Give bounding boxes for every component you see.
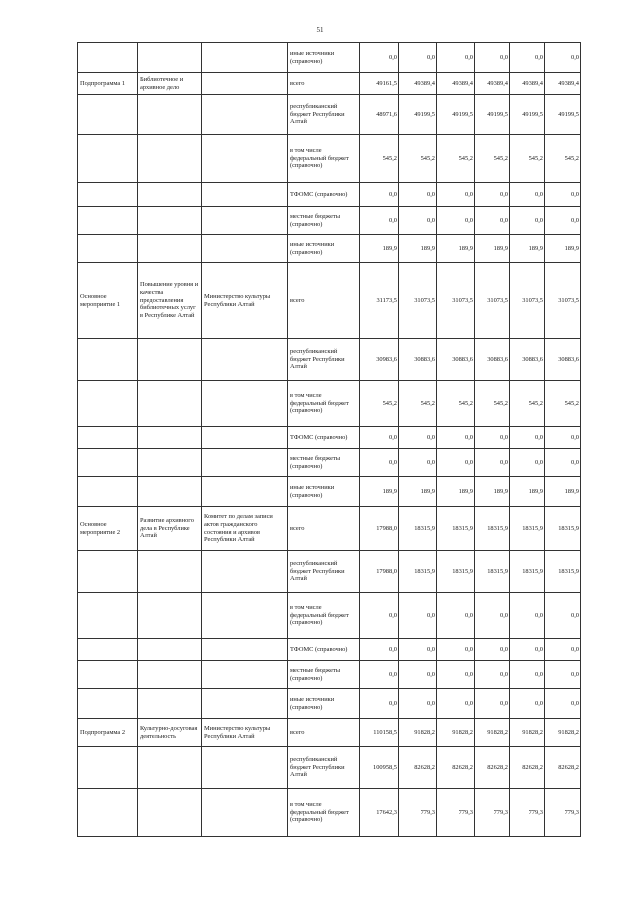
row-value-cell: 0,0 bbox=[360, 689, 399, 719]
row-value-cell: 0,0 bbox=[510, 183, 545, 207]
row-value-cell: 0,0 bbox=[360, 427, 399, 449]
row-code-cell bbox=[78, 43, 138, 73]
row-value-cell: 0,0 bbox=[399, 639, 437, 661]
row-value-cell: 18315,9 bbox=[437, 551, 475, 593]
row-value-cell: 0,0 bbox=[360, 593, 399, 639]
row-executor-cell: Министерство культуры Республики Алтай bbox=[202, 263, 288, 339]
row-value-cell: 189,9 bbox=[545, 477, 581, 507]
row-executor-cell bbox=[202, 747, 288, 789]
row-value-cell: 189,9 bbox=[475, 477, 510, 507]
row-value-cell: 0,0 bbox=[399, 449, 437, 477]
row-value-cell: 0,0 bbox=[399, 661, 437, 689]
row-name-cell bbox=[138, 207, 202, 235]
row-name-cell bbox=[138, 789, 202, 837]
row-name-cell bbox=[138, 427, 202, 449]
row-value-cell: 189,9 bbox=[510, 235, 545, 263]
row-value-cell: 0,0 bbox=[475, 639, 510, 661]
row-value-cell: 545,2 bbox=[437, 135, 475, 183]
row-executor-cell bbox=[202, 689, 288, 719]
table-row bbox=[78, 639, 581, 661]
row-value-cell: 0,0 bbox=[545, 183, 581, 207]
row-executor-cell bbox=[202, 661, 288, 689]
row-source-cell: республиканский бюджет Республики Алтай bbox=[288, 747, 360, 789]
row-code-cell bbox=[78, 135, 138, 183]
row-executor-cell bbox=[202, 449, 288, 477]
row-value-cell: 545,2 bbox=[360, 381, 399, 427]
row-value-cell: 0,0 bbox=[545, 661, 581, 689]
row-value-cell: 0,0 bbox=[360, 661, 399, 689]
row-name-cell bbox=[138, 747, 202, 789]
row-value-cell: 82628,2 bbox=[437, 747, 475, 789]
row-executor-cell bbox=[202, 235, 288, 263]
row-value-cell: 82628,2 bbox=[399, 747, 437, 789]
row-value-cell: 0,0 bbox=[437, 661, 475, 689]
row-executor-cell bbox=[202, 477, 288, 507]
row-value-cell: 0,0 bbox=[360, 43, 399, 73]
table-row bbox=[78, 449, 581, 477]
row-code-cell bbox=[78, 207, 138, 235]
row-source-cell: ТФОМС (справочно) bbox=[288, 639, 360, 661]
row-value-cell: 0,0 bbox=[545, 449, 581, 477]
row-value-cell: 31073,5 bbox=[399, 263, 437, 339]
row-value-cell: 49389,4 bbox=[475, 73, 510, 95]
row-name-cell bbox=[138, 689, 202, 719]
row-executor-cell bbox=[202, 73, 288, 95]
row-value-cell: 31073,5 bbox=[437, 263, 475, 339]
row-value-cell: 0,0 bbox=[437, 183, 475, 207]
row-code-cell bbox=[78, 661, 138, 689]
row-value-cell: 189,9 bbox=[545, 235, 581, 263]
row-code-cell bbox=[78, 689, 138, 719]
row-value-cell: 779,3 bbox=[437, 789, 475, 837]
row-value-cell: 18315,9 bbox=[510, 551, 545, 593]
row-value-cell: 31173,5 bbox=[360, 263, 399, 339]
row-value-cell: 0,0 bbox=[437, 427, 475, 449]
row-value-cell: 189,9 bbox=[510, 477, 545, 507]
row-value-cell: 18315,9 bbox=[437, 507, 475, 551]
row-value-cell: 91828,2 bbox=[475, 719, 510, 747]
row-value-cell: 779,3 bbox=[545, 789, 581, 837]
row-value-cell: 0,0 bbox=[475, 689, 510, 719]
row-executor-cell bbox=[202, 551, 288, 593]
table-row bbox=[78, 73, 581, 95]
row-value-cell: 0,0 bbox=[545, 593, 581, 639]
row-source-cell: республиканский бюджет Республики Алтай bbox=[288, 339, 360, 381]
row-value-cell: 0,0 bbox=[399, 207, 437, 235]
row-value-cell: 82628,2 bbox=[475, 747, 510, 789]
row-value-cell: 49199,5 bbox=[510, 95, 545, 135]
row-code-cell bbox=[78, 427, 138, 449]
row-value-cell: 49199,5 bbox=[399, 95, 437, 135]
row-value-cell: 779,3 bbox=[510, 789, 545, 837]
row-value-cell: 31073,5 bbox=[545, 263, 581, 339]
row-name-cell bbox=[138, 639, 202, 661]
row-value-cell: 91828,2 bbox=[399, 719, 437, 747]
row-name-cell: Культурно-досуговая деятельность bbox=[138, 719, 202, 747]
row-executor-cell bbox=[202, 183, 288, 207]
row-source-cell: местные бюджеты (справочно) bbox=[288, 661, 360, 689]
row-source-cell: иные источники (справочно) bbox=[288, 43, 360, 73]
row-value-cell: 31073,5 bbox=[510, 263, 545, 339]
row-name-cell bbox=[138, 593, 202, 639]
row-name-cell bbox=[138, 135, 202, 183]
table-row bbox=[78, 263, 581, 339]
row-value-cell: 18315,9 bbox=[475, 551, 510, 593]
row-code-cell bbox=[78, 235, 138, 263]
row-value-cell: 49199,5 bbox=[545, 95, 581, 135]
row-source-cell: всего bbox=[288, 263, 360, 339]
row-value-cell: 0,0 bbox=[437, 207, 475, 235]
row-value-cell: 0,0 bbox=[545, 43, 581, 73]
row-code-cell bbox=[78, 381, 138, 427]
row-value-cell: 0,0 bbox=[399, 427, 437, 449]
row-value-cell: 49389,4 bbox=[510, 73, 545, 95]
row-value-cell: 18315,9 bbox=[545, 507, 581, 551]
row-value-cell: 91828,2 bbox=[510, 719, 545, 747]
row-value-cell: 189,9 bbox=[475, 235, 510, 263]
row-executor-cell bbox=[202, 427, 288, 449]
row-value-cell: 545,2 bbox=[545, 381, 581, 427]
table-row bbox=[78, 477, 581, 507]
row-source-cell: иные источники (справочно) bbox=[288, 235, 360, 263]
row-value-cell: 0,0 bbox=[437, 593, 475, 639]
row-value-cell: 30983,6 bbox=[360, 339, 399, 381]
row-executor-cell: Комитет по делам записи актов гражданского состояния и архивов Республики Алтай bbox=[202, 507, 288, 551]
row-value-cell: 0,0 bbox=[510, 43, 545, 73]
row-value-cell: 0,0 bbox=[437, 43, 475, 73]
row-value-cell: 18315,9 bbox=[399, 507, 437, 551]
row-executor-cell bbox=[202, 207, 288, 235]
row-value-cell: 0,0 bbox=[475, 593, 510, 639]
row-value-cell: 0,0 bbox=[545, 427, 581, 449]
row-code-cell bbox=[78, 551, 138, 593]
row-value-cell: 0,0 bbox=[475, 427, 510, 449]
row-value-cell: 91828,2 bbox=[545, 719, 581, 747]
row-value-cell: 545,2 bbox=[545, 135, 581, 183]
row-value-cell: 0,0 bbox=[510, 207, 545, 235]
row-source-cell: республиканский бюджет Республики Алтай bbox=[288, 551, 360, 593]
row-name-cell bbox=[138, 661, 202, 689]
row-value-cell: 0,0 bbox=[545, 207, 581, 235]
row-executor-cell bbox=[202, 339, 288, 381]
row-value-cell: 0,0 bbox=[399, 689, 437, 719]
row-value-cell: 31073,5 bbox=[475, 263, 510, 339]
row-source-cell: иные источники (справочно) bbox=[288, 689, 360, 719]
row-value-cell: 0,0 bbox=[399, 183, 437, 207]
row-source-cell: ТФОМС (справочно) bbox=[288, 183, 360, 207]
row-value-cell: 100958,5 bbox=[360, 747, 399, 789]
row-name-cell bbox=[138, 381, 202, 427]
row-value-cell: 545,2 bbox=[510, 381, 545, 427]
row-value-cell: 779,3 bbox=[399, 789, 437, 837]
row-value-cell: 0,0 bbox=[510, 661, 545, 689]
row-value-cell: 49389,4 bbox=[399, 73, 437, 95]
row-code-cell bbox=[78, 477, 138, 507]
row-value-cell: 0,0 bbox=[399, 593, 437, 639]
row-value-cell: 91828,2 bbox=[437, 719, 475, 747]
row-code-cell: Подпрограмма 1 bbox=[78, 73, 138, 95]
row-value-cell: 0,0 bbox=[437, 639, 475, 661]
row-value-cell: 17988,0 bbox=[360, 551, 399, 593]
table-row bbox=[78, 719, 581, 747]
row-value-cell: 0,0 bbox=[360, 639, 399, 661]
row-value-cell: 30883,6 bbox=[399, 339, 437, 381]
page-number: 51 bbox=[316, 26, 324, 34]
row-value-cell: 0,0 bbox=[475, 183, 510, 207]
row-value-cell: 0,0 bbox=[510, 639, 545, 661]
row-code-cell bbox=[78, 789, 138, 837]
row-value-cell: 49389,4 bbox=[437, 73, 475, 95]
row-value-cell: 189,9 bbox=[437, 235, 475, 263]
row-name-cell bbox=[138, 339, 202, 381]
row-value-cell: 189,9 bbox=[360, 235, 399, 263]
row-value-cell: 17988,0 bbox=[360, 507, 399, 551]
row-value-cell: 0,0 bbox=[360, 449, 399, 477]
row-code-cell: Основное мероприятие 1 bbox=[78, 263, 138, 339]
row-source-cell: местные бюджеты (справочно) bbox=[288, 207, 360, 235]
table-row bbox=[78, 207, 581, 235]
row-value-cell: 0,0 bbox=[360, 183, 399, 207]
row-value-cell: 30883,6 bbox=[437, 339, 475, 381]
table-body bbox=[78, 43, 581, 837]
row-executor-cell bbox=[202, 593, 288, 639]
row-executor-cell bbox=[202, 43, 288, 73]
row-value-cell: 18315,9 bbox=[399, 551, 437, 593]
row-value-cell: 48971,6 bbox=[360, 95, 399, 135]
table-row bbox=[78, 427, 581, 449]
row-name-cell bbox=[138, 95, 202, 135]
row-value-cell: 0,0 bbox=[475, 661, 510, 689]
row-value-cell: 0,0 bbox=[510, 689, 545, 719]
row-source-cell: республиканский бюджет Республики Алтай bbox=[288, 95, 360, 135]
row-value-cell: 30883,6 bbox=[545, 339, 581, 381]
row-value-cell: 0,0 bbox=[360, 207, 399, 235]
row-executor-cell: Министерство культуры Республики Алтай bbox=[202, 719, 288, 747]
row-value-cell: 545,2 bbox=[475, 135, 510, 183]
row-value-cell: 189,9 bbox=[437, 477, 475, 507]
budget-table bbox=[77, 42, 581, 837]
row-source-cell: в том числе федеральный бюджет (справочно) bbox=[288, 135, 360, 183]
row-value-cell: 30883,6 bbox=[510, 339, 545, 381]
row-value-cell: 779,3 bbox=[475, 789, 510, 837]
row-source-cell: всего bbox=[288, 73, 360, 95]
row-name-cell bbox=[138, 449, 202, 477]
table-row bbox=[78, 593, 581, 639]
row-value-cell: 189,9 bbox=[399, 235, 437, 263]
row-name-cell bbox=[138, 551, 202, 593]
row-executor-cell bbox=[202, 639, 288, 661]
row-executor-cell bbox=[202, 381, 288, 427]
table-row bbox=[78, 747, 581, 789]
row-source-cell: местные бюджеты (справочно) bbox=[288, 449, 360, 477]
table-row bbox=[78, 235, 581, 263]
row-value-cell: 82628,2 bbox=[510, 747, 545, 789]
row-source-cell: в том числе федеральный бюджет (справочно) bbox=[288, 593, 360, 639]
row-value-cell: 0,0 bbox=[510, 449, 545, 477]
row-name-cell: Библиотечное и архивное дело bbox=[138, 73, 202, 95]
row-code-cell bbox=[78, 183, 138, 207]
table-row bbox=[78, 381, 581, 427]
table-row bbox=[78, 339, 581, 381]
row-value-cell: 545,2 bbox=[399, 135, 437, 183]
table-row bbox=[78, 507, 581, 551]
row-value-cell: 49161,5 bbox=[360, 73, 399, 95]
row-value-cell: 17642,3 bbox=[360, 789, 399, 837]
row-value-cell: 49389,4 bbox=[545, 73, 581, 95]
row-value-cell: 0,0 bbox=[475, 449, 510, 477]
table-row bbox=[78, 43, 581, 73]
row-value-cell: 110158,5 bbox=[360, 719, 399, 747]
row-value-cell: 82628,2 bbox=[545, 747, 581, 789]
row-value-cell: 545,2 bbox=[437, 381, 475, 427]
row-value-cell: 30883,6 bbox=[475, 339, 510, 381]
row-code-cell bbox=[78, 639, 138, 661]
row-value-cell: 0,0 bbox=[510, 427, 545, 449]
row-value-cell: 0,0 bbox=[545, 639, 581, 661]
row-value-cell: 49199,5 bbox=[437, 95, 475, 135]
table-row bbox=[78, 789, 581, 837]
row-code-cell bbox=[78, 95, 138, 135]
row-code-cell bbox=[78, 593, 138, 639]
row-value-cell: 18315,9 bbox=[475, 507, 510, 551]
row-value-cell: 0,0 bbox=[545, 689, 581, 719]
table-row bbox=[78, 551, 581, 593]
row-value-cell: 545,2 bbox=[399, 381, 437, 427]
row-code-cell bbox=[78, 449, 138, 477]
row-name-cell bbox=[138, 235, 202, 263]
row-source-cell: ТФОМС (справочно) bbox=[288, 427, 360, 449]
row-value-cell: 0,0 bbox=[437, 689, 475, 719]
table-row bbox=[78, 183, 581, 207]
row-value-cell: 545,2 bbox=[510, 135, 545, 183]
row-value-cell: 545,2 bbox=[360, 135, 399, 183]
row-code-cell: Подпрограмма 2 bbox=[78, 719, 138, 747]
row-value-cell: 0,0 bbox=[437, 449, 475, 477]
table-row bbox=[78, 661, 581, 689]
row-executor-cell bbox=[202, 789, 288, 837]
table-row bbox=[78, 95, 581, 135]
row-name-cell bbox=[138, 477, 202, 507]
row-source-cell: в том числе федеральный бюджет (справочно) bbox=[288, 789, 360, 837]
row-executor-cell bbox=[202, 135, 288, 183]
row-value-cell: 18315,9 bbox=[510, 507, 545, 551]
row-name-cell bbox=[138, 43, 202, 73]
row-code-cell: Основное мероприятие 2 bbox=[78, 507, 138, 551]
row-source-cell: всего bbox=[288, 719, 360, 747]
row-name-cell: Развитие архивного дела в Республике Алтай bbox=[138, 507, 202, 551]
row-value-cell: 0,0 bbox=[475, 207, 510, 235]
row-value-cell: 189,9 bbox=[399, 477, 437, 507]
row-executor-cell bbox=[202, 95, 288, 135]
row-code-cell bbox=[78, 747, 138, 789]
row-name-cell bbox=[138, 183, 202, 207]
row-value-cell: 0,0 bbox=[399, 43, 437, 73]
row-value-cell: 189,9 bbox=[360, 477, 399, 507]
row-source-cell: в том числе федеральный бюджет (справочно) bbox=[288, 381, 360, 427]
table-row bbox=[78, 135, 581, 183]
row-source-cell: всего bbox=[288, 507, 360, 551]
row-value-cell: 545,2 bbox=[475, 381, 510, 427]
row-name-cell: Повышение уровня и качества предоставления библиотечных услуг в Республике Алтай bbox=[138, 263, 202, 339]
row-value-cell: 0,0 bbox=[475, 43, 510, 73]
row-value-cell: 18315,9 bbox=[545, 551, 581, 593]
row-value-cell: 0,0 bbox=[510, 593, 545, 639]
table-row bbox=[78, 689, 581, 719]
row-value-cell: 49199,5 bbox=[475, 95, 510, 135]
row-source-cell: иные источники (справочно) bbox=[288, 477, 360, 507]
row-code-cell bbox=[78, 339, 138, 381]
